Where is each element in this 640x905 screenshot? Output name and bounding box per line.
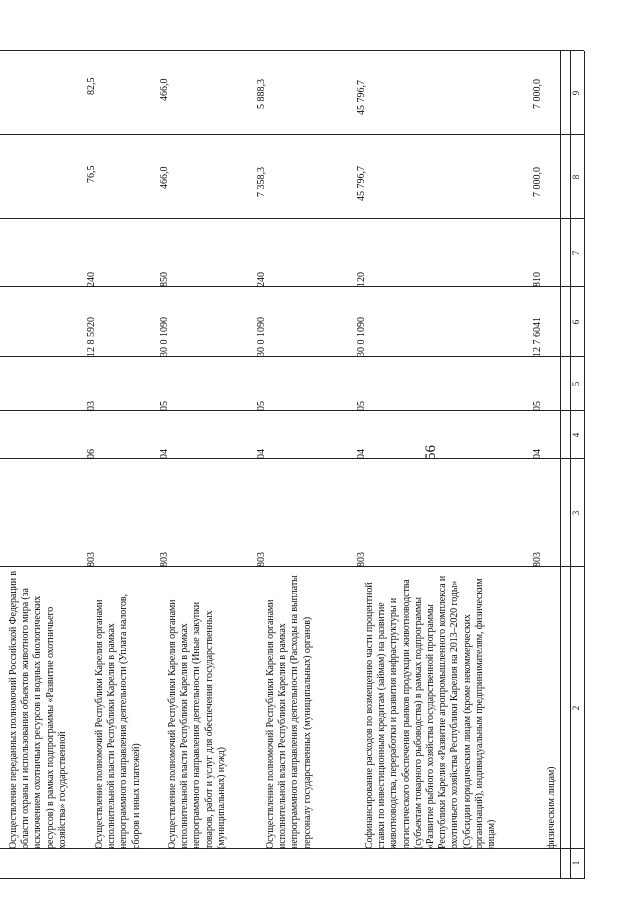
table-cell-code: 803 — [532, 552, 543, 567]
table-row-description: Осуществление полномочий Республики Карелия органами исполнительной власти Республики Карелия в рамках непрограммного направления деятельности (Иные закупки товаров, работ и услуг для обеспечения государственных (муниципальных) нужд) — [167, 599, 227, 849]
table-cell-subsection: 05 — [159, 401, 170, 411]
table-cell-section: 06 — [86, 449, 97, 459]
table-cell-section: 04 — [532, 449, 543, 459]
table-cell-amount-1: 76,5 — [86, 165, 97, 183]
table-cell-amount-1: 45 796,7 — [356, 166, 367, 201]
table-cell-section: 04 — [159, 449, 170, 459]
table-cell-amount-2: 82,5 — [86, 77, 97, 95]
table-row-description: Осуществление полномочий Республики Карелия органами исполнительной власти Республики Карелия в рамках непрограммного направления деятельности (Уплата налогов, сборов и иных платежей) — [94, 594, 142, 849]
table-cell-amount-2: 5 888,3 — [256, 79, 267, 109]
table-cell-target: 12 7 6041 — [532, 317, 543, 357]
table-right-border — [0, 50, 584, 51]
table-cell-code: 803 — [159, 552, 170, 567]
column-number: 4 — [571, 432, 581, 438]
table-cell-section: 04 — [256, 449, 267, 459]
table-cell-amount-1: 466,0 — [159, 166, 170, 189]
column-number: 2 — [571, 705, 581, 711]
table-cell-type: 850 — [159, 272, 170, 287]
column-number: 7 — [571, 250, 581, 256]
table-cell-type: 240 — [86, 272, 97, 287]
column-number: 6 — [571, 319, 581, 325]
table-row-description: Софинансирование расходов по возмещению части процентной ставки по инвестиционным кредитам (займам) на развитие животноводства, переработки и развития инфраструктуры и логистического обеспечения рынков продукции животноводства (субъектам товарного рыбоводства) в рамках подпрограммы «Развитие рыбного хозяйства государственной программы Республики Карелия «Развитие агропромышленного комплекса и охотничьего хозяйства Республики Карелия на 2013–2020 годы» (Субсидии юридическим лицам (кроме некоммерческих организаций), индивидуальным предпринимателям, физическим лицам) — [364, 575, 498, 849]
table-cell-target: 30 0 1090 — [356, 317, 367, 357]
table-cell-code: 803 — [256, 552, 267, 567]
table-cell-subsection: 05 — [356, 401, 367, 411]
column-number: 1 — [571, 860, 581, 866]
table-bottom-border — [584, 51, 585, 879]
table-cell-type: 120 — [356, 272, 367, 287]
table-cell-amount-2: 466,0 — [159, 78, 170, 101]
table-cell-type: 810 — [532, 272, 543, 287]
column-number: 3 — [571, 510, 581, 516]
table-cell-amount-2: 7 000,0 — [532, 79, 543, 109]
table-top-border — [560, 51, 561, 879]
carryover-text: физическим лицам) — [546, 766, 557, 849]
column-divider — [0, 134, 584, 135]
table-cell-section: 04 — [356, 449, 367, 459]
table-row-description: Осуществление переданных полномочий Российской Федерации в области охраны и использования объектов животного мира (за исключением охотничьих ресурсов и водных биологических ресурсов) в рамках подпрограммы «Развитие охотничьего хозяйства» государственной — [8, 570, 68, 849]
table-cell-code: 803 — [356, 552, 367, 567]
table-cell-amount-2: 45 796,7 — [356, 80, 367, 115]
table-cell-target: 12 8 5920 — [86, 317, 97, 357]
column-number: 5 — [571, 381, 581, 387]
table-cell-subsection: 03 — [86, 401, 97, 411]
table-cell-code: 803 — [86, 552, 97, 567]
table-cell-amount-1: 7 000,0 — [532, 167, 543, 197]
column-number: 8 — [571, 174, 581, 180]
table-cell-subsection: 05 — [532, 401, 543, 411]
table-cell-subsection: 05 — [256, 401, 267, 411]
table-cell-target: 30 0 1090 — [256, 317, 267, 357]
table-cell-target: 30 0 1090 — [159, 317, 170, 357]
page-number: 56 — [423, 445, 439, 460]
column-divider — [0, 218, 584, 219]
table-row-description: Осуществление полномочий Республики Карелия органами исполнительной власти Республики Карелия в рамках непрограммного направления деятельности (Расходы на выплаты персоналу государственных (муниципальных) органов) — [265, 575, 313, 849]
table-left-border — [0, 878, 584, 879]
table-cell-amount-1: 7 358,3 — [256, 167, 267, 197]
budget-table — [0, 51, 640, 879]
table-cell-type: 240 — [256, 272, 267, 287]
column-number: 9 — [571, 90, 581, 96]
